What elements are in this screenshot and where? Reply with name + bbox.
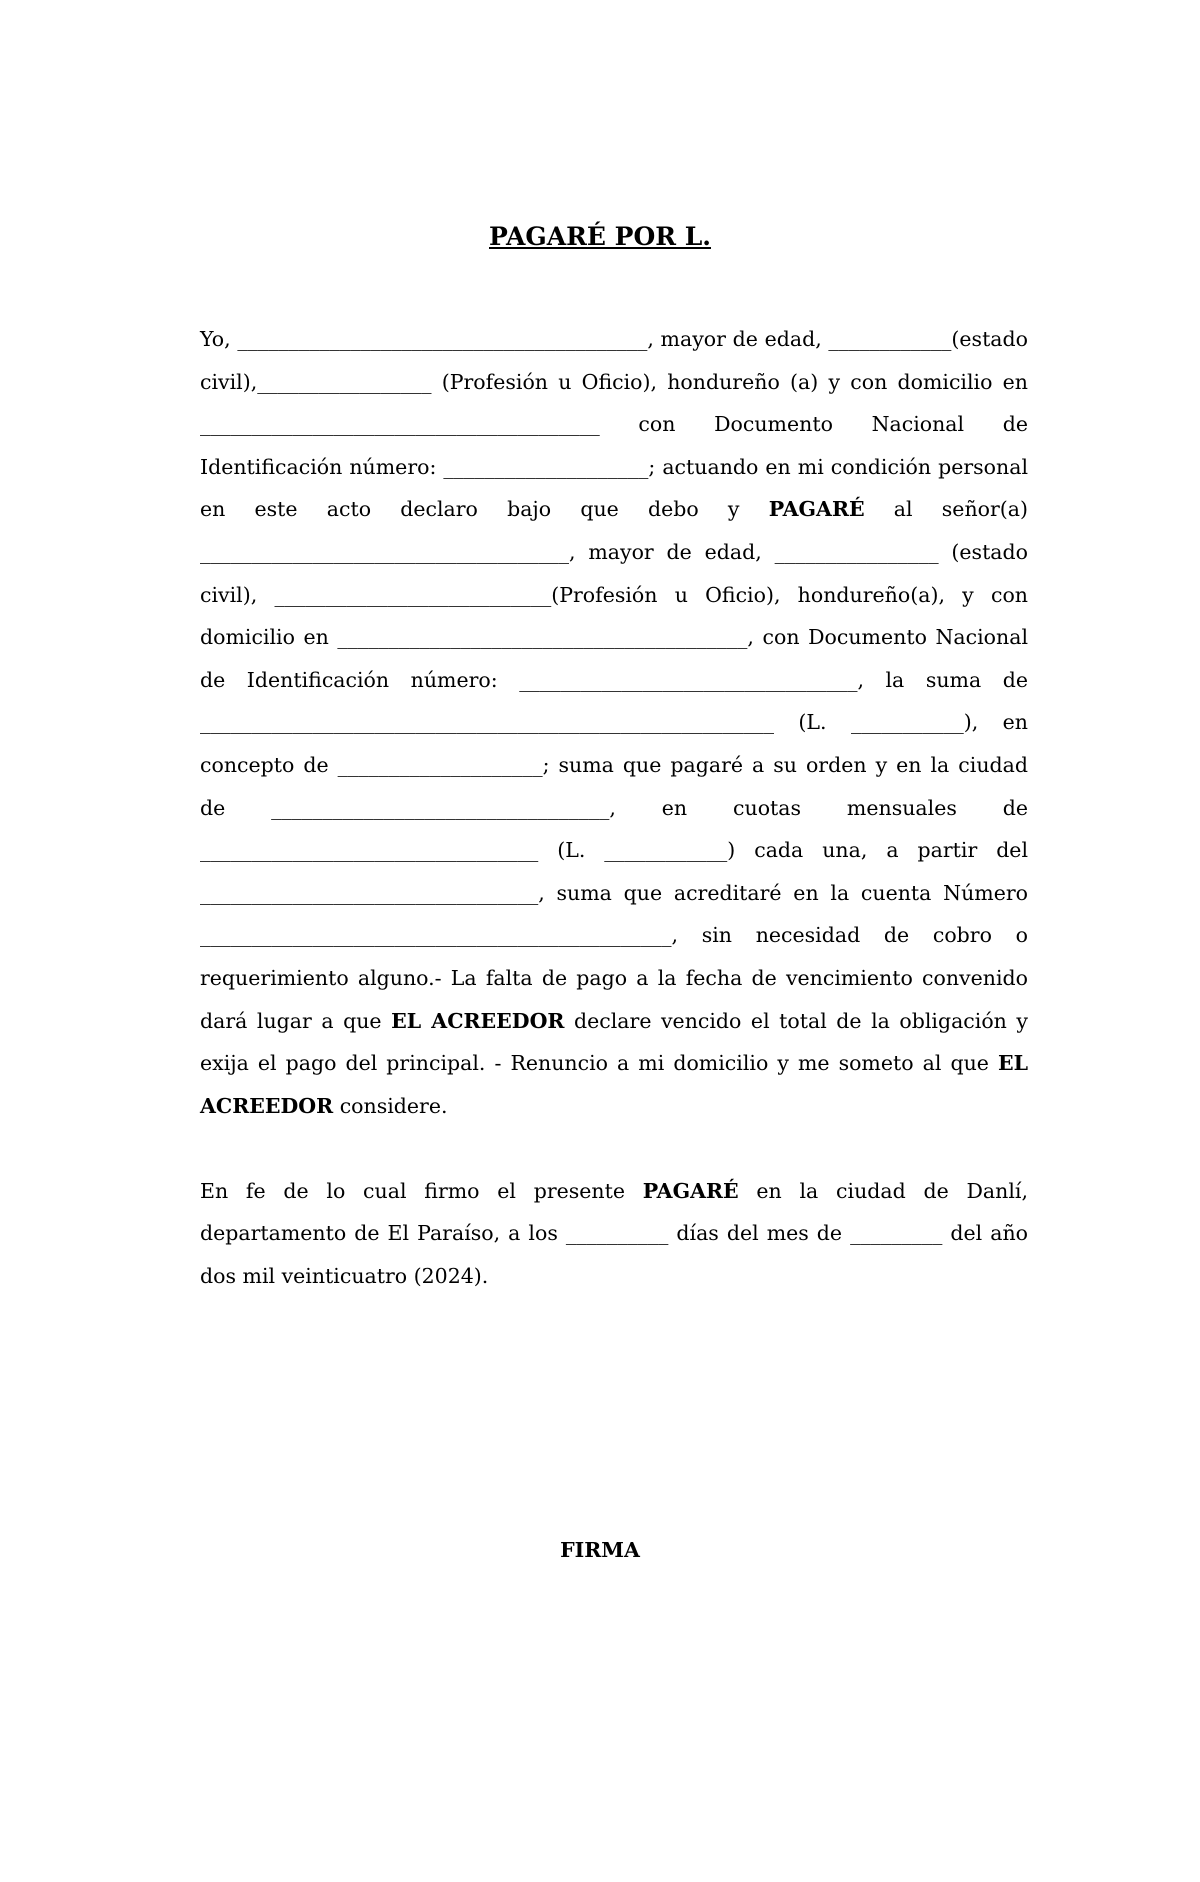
signing-paragraph: [200, 1170, 1028, 1298]
document-body: [200, 318, 1028, 1298]
paragraph-text: Yo, ________________________________________, mayor de edad, ____________(estado civil),_________________ (Profesión u Oficio), hondureño (a) y con domicilio en _______________________________________ con Documento Nacional de Identificación número: ____________________; actuando en mi condición personal en este acto declaro bajo que debo y: [200, 327, 1028, 522]
bold-term: EL ACREEDOR: [391, 1008, 565, 1033]
bold-term: EL ACREEDOR: [200, 1051, 1028, 1118]
document-title: PAGARÉ POR L.: [489, 222, 711, 251]
paragraph-text: declare vencido el total de la obligación y exija el pago del principal. - Renuncio a mi domicilio y me someto al que: [200, 1008, 1029, 1076]
bold-term: PAGARÉ: [642, 1178, 739, 1203]
bold-term: PAGARÉ: [768, 497, 865, 522]
promissory-paragraph: [200, 318, 1028, 1127]
paragraph-text: al señor(a) ____________________________________, mayor de edad, ________________ (estado civil), ___________________________(Profesión u Oficio), hondureño(a), y con domicilio en ________________________________________, con Documento Nacional de Identificación número: _________________________________, la suma de ________________________________________________________ (L. ___________), en concepto de ____________________; suma que pagaré a su orden y en la ciudad de _________________________________, en cuotas mensuales de _________________________________ (L. ____________) cada una, a partir del _________________________________, suma que acreditaré en la cuenta Número ______________________________________________, sin necesidad de cobro o requerimiento alguno.- La falta de pago a la fecha de vencimiento convenido dará lugar a que: [200, 497, 1029, 1033]
paragraph-text: considere.: [333, 1093, 448, 1118]
signature-label: FIRMA: [560, 1538, 640, 1562]
paragraph-text: En fe de lo cual firmo el presente: [200, 1178, 643, 1203]
paragraph-text: en la ciudad de Danlí, departamento de El Paraíso, a los __________ días del mes de _________ del año dos mil veinticuatro (2024).: [200, 1178, 1028, 1289]
